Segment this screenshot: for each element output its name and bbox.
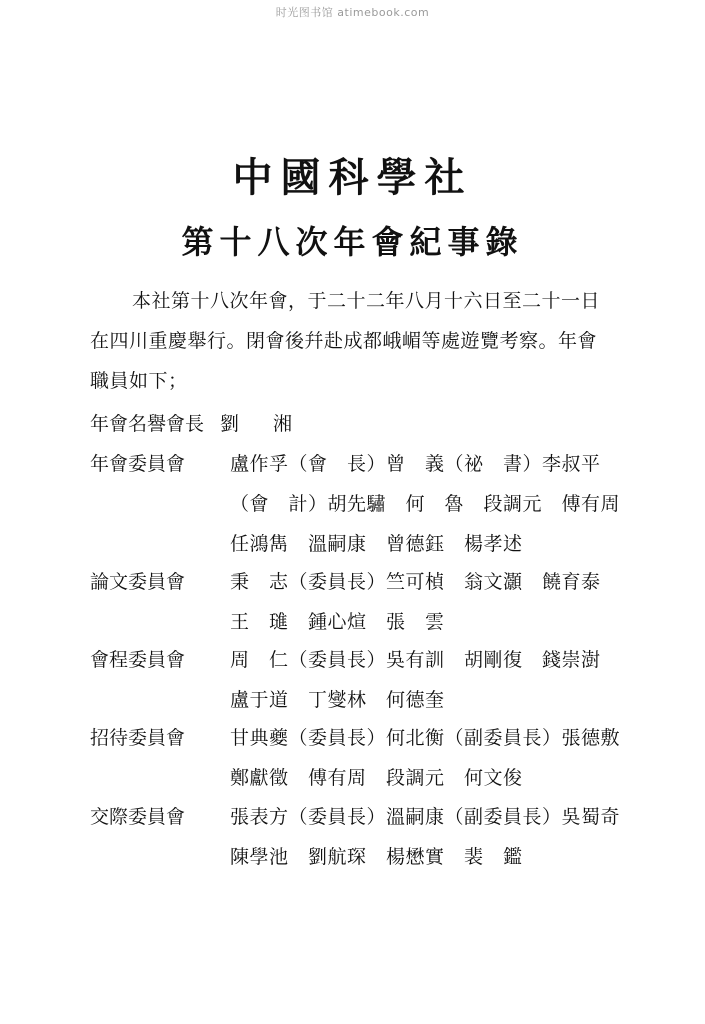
- member-line: 任鴻雋 溫嗣康 曾德鈺 楊孝述: [230, 533, 523, 555]
- intro-line: 職員如下；: [90, 370, 188, 392]
- member-line: 甘典夔（委員長）何北衡（副委員長）張德敷: [230, 727, 621, 749]
- committee-name: 年會委員會: [90, 453, 186, 475]
- intro-line: 在四川重慶舉行。閉會後幷赴成都峨嵋等處遊覽考察。年會: [90, 330, 598, 352]
- member-line: 盧于道 丁燮林 何德奎: [230, 689, 445, 711]
- member-line: 盧作孚（會 長）曾 義（祕 書）李叔平: [230, 453, 601, 475]
- committee-members: [230, 640, 620, 720]
- member-line: 陳學池 劉航琛 楊懋實 裴 鑑: [230, 846, 523, 868]
- page-subtitle: 第十八次年會紀事錄: [181, 223, 524, 261]
- member-line: 鄭獻徵 傅有周 段調元 何文俊: [230, 767, 523, 789]
- committee-members: [230, 718, 620, 798]
- committee-members: [230, 797, 620, 877]
- committee-name: 交際委員會: [90, 806, 186, 828]
- site-watermark: 时光图书馆 atimebook.com: [275, 6, 430, 19]
- member-line: 王 璡 鍾心煊 張 雲: [230, 611, 445, 633]
- intro-line: 本社第十八次年會，于二十二年八月十六日至二十一日: [132, 290, 601, 312]
- member-line: 秉 志（委員長）竺可楨 翁文灝 饒育泰: [230, 571, 601, 593]
- honorary-name: 劉 湘: [220, 413, 307, 435]
- member-line: （會 計）胡先驌 何 魯 段調元 傅有周: [230, 493, 621, 515]
- committee-name: 論文委員會: [90, 571, 186, 593]
- committee-members: [230, 444, 620, 564]
- member-line: 張表方（委員長）溫嗣康（副委員長）吳蜀奇: [230, 806, 621, 828]
- committee-name: 會程委員會: [90, 649, 186, 671]
- page-title: 中國科學社: [232, 154, 473, 201]
- committee-name: 招待委員會: [90, 727, 186, 749]
- intro-paragraph: [90, 281, 620, 401]
- honorary-president: [90, 404, 306, 444]
- honorary-label: 年會名譽會長: [90, 413, 205, 435]
- committee-members: [230, 562, 620, 642]
- member-line: 周 仁（委員長）吳有訓 胡剛復 錢崇澍: [230, 649, 601, 671]
